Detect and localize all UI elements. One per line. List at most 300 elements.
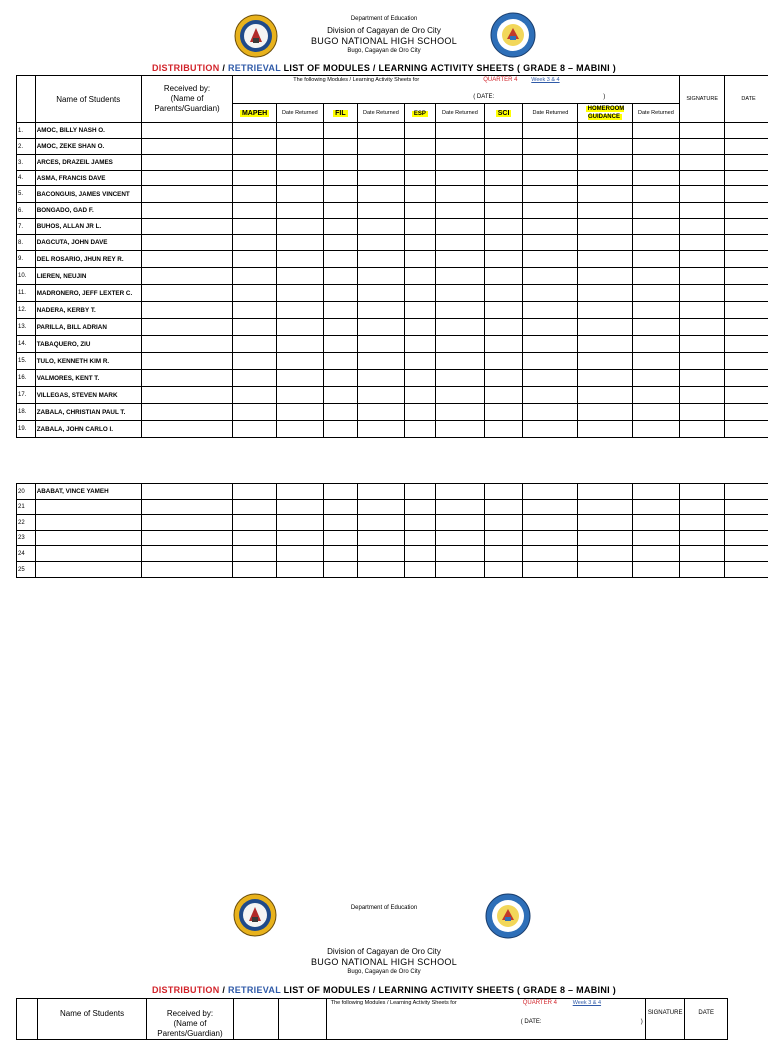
blank-cell (404, 155, 435, 171)
blank-cell (404, 336, 435, 353)
blank-cell (484, 484, 522, 500)
blank-cell (404, 203, 435, 219)
subject-esp (404, 104, 435, 123)
blank-cell (578, 139, 632, 155)
blank-cell (578, 123, 632, 139)
blank-cell (484, 515, 522, 531)
row-number: 15. (17, 353, 36, 370)
blank-cell (233, 139, 277, 155)
row-number: 21 (17, 500, 36, 515)
blank-cell (523, 268, 578, 285)
blank-cell (233, 251, 277, 268)
blank-cell (436, 203, 485, 219)
blank-cell (680, 353, 725, 370)
blank-cell (358, 319, 405, 336)
blank-cell (404, 370, 435, 387)
blank-cell (141, 219, 233, 235)
blank-cell (358, 186, 405, 203)
blank-cell (725, 500, 768, 515)
blank-cell (436, 484, 485, 500)
blank-cell (578, 285, 632, 302)
blank-cell (276, 531, 323, 546)
row-number: 4. (17, 171, 36, 186)
table-row (17, 285, 768, 302)
blank-cell (578, 219, 632, 235)
blank-cell (276, 268, 323, 285)
p2-header-blank-1 (234, 999, 279, 1040)
blank-cell (680, 421, 725, 438)
document-title-page2 (0, 985, 768, 995)
blank-cell (484, 203, 522, 219)
blank-cell (323, 139, 357, 155)
blank-cell (484, 251, 522, 268)
blank-cell (578, 562, 632, 578)
blank-cell (141, 251, 233, 268)
blank-cell (484, 123, 522, 139)
row-number: 12. (17, 302, 36, 319)
blank-cell (523, 171, 578, 186)
blank-cell (233, 484, 277, 500)
blank-cell (632, 353, 680, 370)
blank-cell (436, 546, 485, 562)
deped-seal-logo (234, 14, 278, 58)
blank-cell (484, 139, 522, 155)
blank-cell (578, 268, 632, 285)
blank-cell (233, 235, 277, 251)
blank-cell (680, 336, 725, 353)
header-signature: SIGNATURE (680, 76, 725, 123)
blank-cell (141, 123, 233, 139)
blank-cell (358, 404, 405, 421)
blank-cell (404, 484, 435, 500)
blank-cell (523, 302, 578, 319)
subject-fil-label: FIL (333, 110, 348, 117)
blank-cell (358, 353, 405, 370)
blank-cell (632, 531, 680, 546)
school-seal-logo-page2 (485, 893, 531, 939)
blank-cell (358, 484, 405, 500)
blank-cell (233, 319, 277, 336)
blank-cell (276, 251, 323, 268)
student-name: TULO, KENNETH KIM R. (35, 353, 141, 370)
blank-cell (404, 546, 435, 562)
blank-cell (484, 353, 522, 370)
header-date: DATE (725, 76, 768, 123)
blank-cell (632, 235, 680, 251)
blank-cell (436, 370, 485, 387)
blank-cell (523, 562, 578, 578)
student-name: VALMORES, KENT T. (35, 370, 141, 387)
blank-cell (578, 531, 632, 546)
table-row (17, 139, 768, 155)
table-row (17, 219, 768, 235)
blank-cell (358, 370, 405, 387)
blank-cell (680, 531, 725, 546)
blank-cell (484, 370, 522, 387)
department-label: Department of Education (284, 16, 484, 22)
p2-date-close-label: ) (641, 1019, 643, 1025)
blank-cell (632, 484, 680, 500)
blank-cell (276, 515, 323, 531)
blank-cell (632, 268, 680, 285)
blank-cell (436, 302, 485, 319)
row-number: 24 (17, 546, 36, 562)
blank-cell (484, 219, 522, 235)
blank-cell (680, 546, 725, 562)
blank-cell (725, 370, 768, 387)
blank-cell (141, 285, 233, 302)
blank-cell (358, 203, 405, 219)
blank-cell (358, 219, 405, 235)
blank-cell (680, 251, 725, 268)
blank-cell (141, 387, 233, 404)
row-number: 13. (17, 319, 36, 336)
p2-header-modules-info (326, 999, 645, 1040)
blank-cell (323, 219, 357, 235)
blank-cell (323, 336, 357, 353)
blank-cell (725, 203, 768, 219)
blank-cell (276, 500, 323, 515)
row-number: 17. (17, 387, 36, 404)
p2-received-by-label: Received by: (167, 1009, 213, 1018)
quarter-label: QUARTER 4 (483, 77, 517, 83)
blank-cell (578, 421, 632, 438)
student-name (35, 546, 141, 562)
blank-cell (404, 186, 435, 203)
row-number: 11. (17, 285, 36, 302)
blank-cell (632, 562, 680, 578)
blank-cell (523, 404, 578, 421)
blank-cell (484, 336, 522, 353)
blank-cell (436, 387, 485, 404)
blank-cell (436, 123, 485, 139)
blank-cell (632, 285, 680, 302)
blank-cell (436, 319, 485, 336)
row-number: 20 (17, 484, 36, 500)
blank-cell (323, 285, 357, 302)
division-label-page2: Division of Cagayan de Oro City (284, 947, 484, 956)
blank-cell (141, 531, 233, 546)
blank-cell (484, 531, 522, 546)
student-name: BUHOS, ALLAN JR L. (35, 219, 141, 235)
blank-cell (680, 235, 725, 251)
blank-cell (578, 319, 632, 336)
blank-cell (523, 285, 578, 302)
student-name (35, 562, 141, 578)
blank-cell (358, 515, 405, 531)
table-row (17, 268, 768, 285)
blank-cell (680, 186, 725, 203)
blank-cell (632, 500, 680, 515)
blank-cell (233, 404, 277, 421)
blank-cell (358, 421, 405, 438)
row-number: 19. (17, 421, 36, 438)
blank-cell (276, 203, 323, 219)
blank-cell (436, 562, 485, 578)
blank-cell (436, 155, 485, 171)
table-row (17, 155, 768, 171)
blank-cell (276, 219, 323, 235)
blank-cell (725, 562, 768, 578)
row-number: 14. (17, 336, 36, 353)
blank-cell (680, 268, 725, 285)
blank-cell (141, 336, 233, 353)
blank-cell (436, 353, 485, 370)
blank-cell (523, 515, 578, 531)
blank-cell (632, 123, 680, 139)
blank-cell (323, 268, 357, 285)
date-open-label: ( DATE: (473, 94, 494, 100)
blank-cell (725, 484, 768, 500)
blank-cell (233, 285, 277, 302)
blank-cell (680, 484, 725, 500)
p2-week-label: Week 3 & 4 (573, 1000, 601, 1006)
blank-cell (404, 500, 435, 515)
blank-cell (436, 531, 485, 546)
blank-cell (276, 235, 323, 251)
blank-cell (725, 353, 768, 370)
blank-cell (436, 219, 485, 235)
student-name: ZABALA, JOHN CARLO I. (35, 421, 141, 438)
row-number: 6. (17, 203, 36, 219)
student-name: AMOC, BILLY NASH O. (35, 123, 141, 139)
student-name: LIEREN, NEUJIN (35, 268, 141, 285)
subject-homeroom-label: HOMEROOM GUIDANCE (586, 106, 625, 120)
week-label: Week 3 & 4 (531, 77, 559, 83)
student-name: AMOC, ZEKE SHAN O. (35, 139, 141, 155)
blank-cell (141, 421, 233, 438)
blank-cell (276, 562, 323, 578)
blank-cell (680, 562, 725, 578)
blank-cell (233, 203, 277, 219)
blank-cell (276, 336, 323, 353)
blank-cell (323, 319, 357, 336)
blank-cell (725, 219, 768, 235)
student-name: VILLEGAS, STEVEN MARK (35, 387, 141, 404)
p2-header-signature: SIGNATURE (646, 999, 685, 1040)
deped-seal-logo-page2 (233, 893, 277, 937)
blank-cell (323, 370, 357, 387)
blank-cell (276, 155, 323, 171)
blank-cell (725, 404, 768, 421)
blank-cell (233, 268, 277, 285)
row-number: 9. (17, 251, 36, 268)
blank-cell (276, 186, 323, 203)
table-row (17, 370, 768, 387)
blank-cell (323, 562, 357, 578)
blank-cell (680, 219, 725, 235)
table-row (17, 251, 768, 268)
blank-cell (725, 123, 768, 139)
blank-cell (523, 546, 578, 562)
blank-cell (578, 546, 632, 562)
blank-cell (725, 139, 768, 155)
table-row (17, 336, 768, 353)
blank-cell (323, 387, 357, 404)
blank-cell (632, 139, 680, 155)
row-number: 7. (17, 219, 36, 235)
blank-cell (141, 302, 233, 319)
blank-cell (358, 123, 405, 139)
blank-cell (404, 387, 435, 404)
blank-cell (632, 203, 680, 219)
subject-homeroom (578, 104, 632, 123)
blank-cell (141, 155, 233, 171)
row-number: 3. (17, 155, 36, 171)
blank-cell (404, 235, 435, 251)
blank-cell (632, 370, 680, 387)
blank-cell (578, 353, 632, 370)
blank-cell (404, 171, 435, 186)
blank-cell (523, 139, 578, 155)
student-name: PARILLA, BILL ADRIAN (35, 319, 141, 336)
blank-cell (276, 546, 323, 562)
header-name-of-students: Name of Students (35, 76, 141, 123)
blank-cell (632, 251, 680, 268)
blank-cell (276, 319, 323, 336)
row-number: 5. (17, 186, 36, 203)
blank-cell (725, 285, 768, 302)
subject-mapeh-label: MAPEH (240, 110, 269, 117)
blank-cell (233, 171, 277, 186)
subject-sci-label: SCI (496, 110, 512, 117)
title-slash-page2: / (220, 985, 228, 995)
blank-cell (404, 404, 435, 421)
date-returned-5: Date Returned (632, 104, 680, 123)
subject-fil (323, 104, 357, 123)
table-row (17, 186, 768, 203)
blank-cell (523, 155, 578, 171)
blank-cell (484, 387, 522, 404)
table-row (17, 353, 768, 370)
subject-esp-label: ESP (412, 111, 428, 117)
blank-cell (523, 370, 578, 387)
blank-cell (436, 421, 485, 438)
blank-cell (323, 353, 357, 370)
blank-cell (404, 139, 435, 155)
blank-cell (632, 302, 680, 319)
blank-cell (632, 219, 680, 235)
student-name: TABAQUERO, ZIU (35, 336, 141, 353)
blank-cell (358, 302, 405, 319)
title-rest-page2: LIST OF MODULES / LEARNING ACTIVITY SHEETS ( GRADE 8 – MABINI ) (281, 985, 616, 995)
blank-cell (276, 370, 323, 387)
blank-cell (725, 171, 768, 186)
blank-cell (141, 235, 233, 251)
blank-cell (578, 186, 632, 203)
p2-quarter-label: QUARTER 4 (523, 1000, 557, 1006)
blank-cell (404, 562, 435, 578)
blank-cell (632, 155, 680, 171)
blank-cell (233, 302, 277, 319)
blank-cell (578, 251, 632, 268)
blank-cell (404, 123, 435, 139)
blank-cell (725, 531, 768, 546)
date-returned-1: Date Returned (276, 104, 323, 123)
blank-cell (358, 155, 405, 171)
distribution-table-page2 (16, 998, 728, 1040)
blank-cell (323, 484, 357, 500)
blank-cell (358, 531, 405, 546)
blank-cell (141, 562, 233, 578)
blank-cell (680, 285, 725, 302)
blank-cell (578, 155, 632, 171)
blank-cell (276, 123, 323, 139)
blank-cell (523, 336, 578, 353)
blank-cell (632, 186, 680, 203)
blank-cell (233, 370, 277, 387)
blank-cell (233, 186, 277, 203)
p2-received-by-sub: (Name of Parents/Guardian) (157, 1019, 222, 1038)
blank-cell (523, 251, 578, 268)
student-name: DAGCUTA, JOHN DAVE (35, 235, 141, 251)
blank-cell (578, 203, 632, 219)
blank-cell (725, 251, 768, 268)
student-name (35, 515, 141, 531)
blank-cell (323, 123, 357, 139)
table-row (17, 123, 768, 139)
table-row (17, 421, 768, 438)
student-name: BACONGUIS, JAMES VINCENT (35, 186, 141, 203)
p2-date-open-label: ( DATE: (521, 1019, 542, 1025)
blank-cell (632, 336, 680, 353)
blank-cell (233, 353, 277, 370)
blank-cell (323, 531, 357, 546)
blank-cell (404, 268, 435, 285)
blank-cell (484, 285, 522, 302)
blank-cell (323, 155, 357, 171)
subject-sci (484, 104, 522, 123)
blank-cell (233, 421, 277, 438)
blank-cell (404, 353, 435, 370)
blank-cell (523, 500, 578, 515)
title-rest: LIST OF MODULES / LEARNING ACTIVITY SHEETS ( GRADE 8 – MABINI ) (281, 63, 616, 73)
row-number: 8. (17, 235, 36, 251)
blank-cell (680, 500, 725, 515)
p2-header-name-of-students: Name of Students (38, 999, 147, 1040)
blank-cell (323, 186, 357, 203)
received-by-label: Received by: (164, 84, 210, 93)
blank-cell (523, 484, 578, 500)
blank-cell (141, 139, 233, 155)
blank-cell (484, 302, 522, 319)
division-label: Division of Cagayan de Oro City (284, 26, 484, 35)
blank-cell (358, 171, 405, 186)
blank-cell (523, 421, 578, 438)
distribution-label: DISTRIBUTION (152, 63, 220, 73)
blank-cell (141, 500, 233, 515)
blank-cell (523, 123, 578, 139)
header-received-by (141, 76, 233, 123)
table-row (17, 546, 768, 562)
table-row (17, 515, 768, 531)
blank-cell (276, 404, 323, 421)
p2-header-number-cell (17, 999, 38, 1040)
students-body-continued (17, 484, 768, 578)
blank-cell (680, 203, 725, 219)
school-address-page2: Bugo, Cagayan de Oro City (284, 969, 484, 975)
blank-cell (578, 484, 632, 500)
blank-cell (358, 500, 405, 515)
blank-cell (323, 421, 357, 438)
blank-cell (632, 421, 680, 438)
blank-cell (725, 235, 768, 251)
department-label-page2: Department of Education (284, 905, 484, 911)
blank-cell (436, 186, 485, 203)
blank-cell (578, 387, 632, 404)
blank-cell (436, 285, 485, 302)
blank-cell (358, 546, 405, 562)
